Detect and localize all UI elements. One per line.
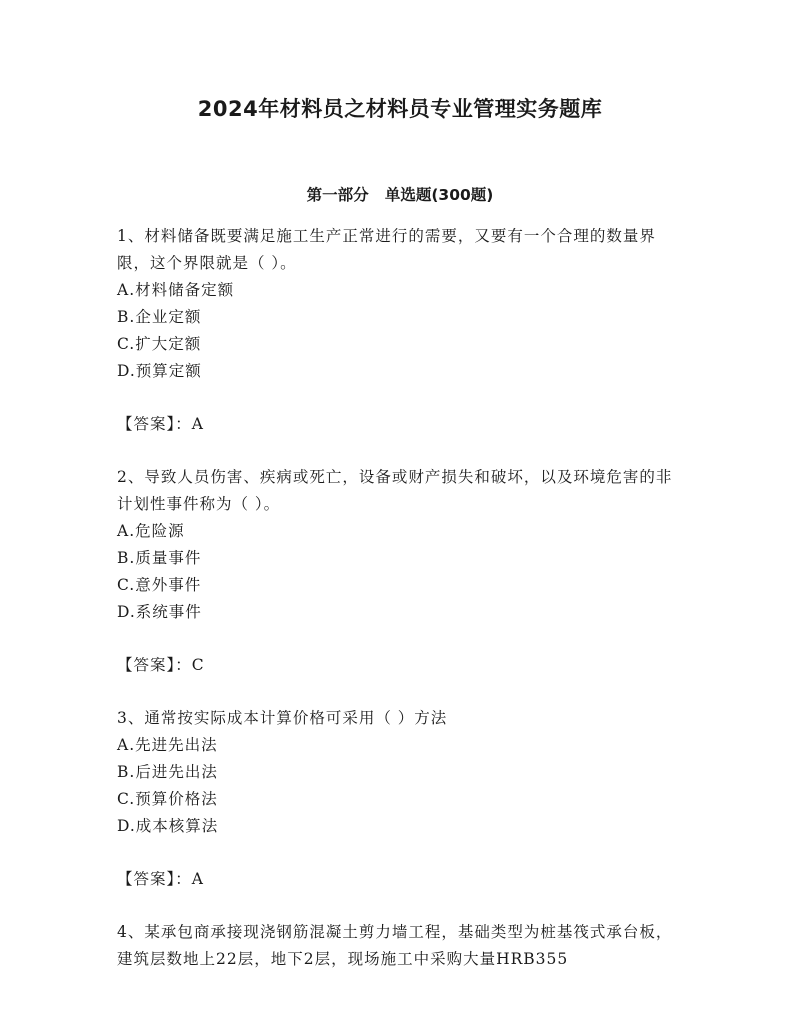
option-d: D.预算定额 (117, 362, 202, 380)
answer-value: C (191, 656, 205, 674)
question-stem: 4、某承包商承接现浇钢筋混凝土剪力墙工程，基础类型为桩基筏式承台板，建筑层数地上22层，地下2层，现场施工中采购大量HRB355 (117, 923, 673, 968)
answer-label: 【答案】： (117, 870, 192, 888)
question-stem: 1、材料储备既要满足施工生产正常进行的需要，又要有一个合理的数量界限，这个界限就是（ ）。 (117, 227, 656, 272)
option-d: D.系统事件 (117, 603, 202, 621)
answer-value: A (191, 870, 204, 888)
answer-line (117, 652, 687, 679)
option-d: D.成本核算法 (117, 817, 219, 835)
question-stem: 3、通常按实际成本计算价格可采用（ ）方法 (117, 709, 448, 727)
option-b: B.企业定额 (117, 308, 202, 326)
option-b: B.质量事件 (117, 549, 202, 567)
option-c: C.预算价格法 (117, 790, 218, 808)
option-list (117, 732, 687, 840)
answer-label: 【答案】： (117, 415, 192, 433)
option-a: A.危险源 (117, 522, 185, 540)
option-b: B.后进先出法 (117, 763, 218, 781)
option-list (117, 277, 687, 385)
option-c: C.意外事件 (117, 576, 202, 594)
question-3 (117, 705, 687, 893)
answer-label: 【答案】： (117, 656, 192, 674)
option-list (117, 518, 687, 626)
question-stem: 2、导致人员伤害、疾病或死亡，设备或财产损失和破坏，以及环境危害的非计划性事件称为（ ）。 (117, 468, 673, 513)
answer-line (117, 866, 687, 893)
question-4 (117, 919, 687, 973)
option-a: A.材料储备定额 (117, 281, 235, 299)
question-2 (117, 464, 687, 679)
option-c: C.扩大定额 (117, 335, 202, 353)
question-1 (117, 223, 687, 438)
answer-line (117, 411, 687, 438)
document-title: 2024年材料员之材料员专业管理实务题库 (197, 97, 603, 121)
option-a: A.先进先出法 (117, 736, 218, 754)
answer-value: A (191, 415, 204, 433)
question-list (117, 223, 687, 973)
section-heading: 第一部分 单选题(300题) (306, 186, 494, 204)
